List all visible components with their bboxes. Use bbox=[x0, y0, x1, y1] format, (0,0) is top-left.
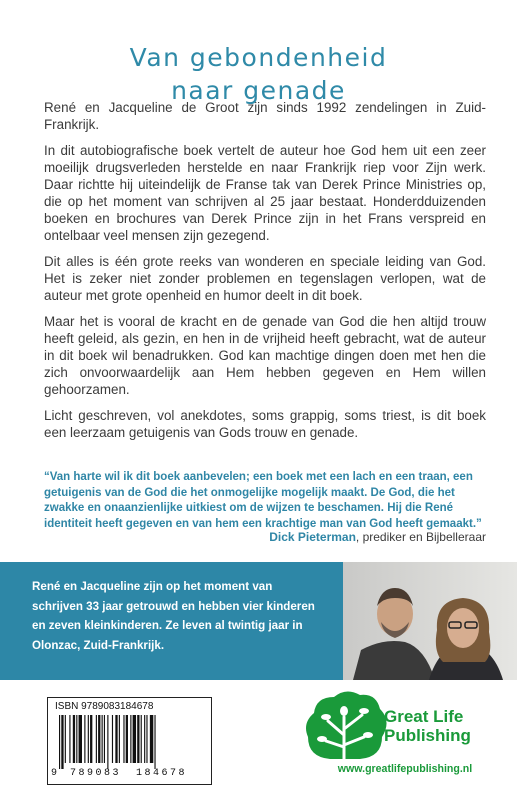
barcode-bar bbox=[90, 715, 92, 763]
book-title-line-1: Van gebondenheid bbox=[129, 42, 388, 72]
endorsement-attribution bbox=[269, 530, 486, 544]
barcode-bar bbox=[59, 715, 60, 769]
barcode-bar bbox=[102, 715, 103, 763]
endorser-role: , prediker en Bijbelleraar bbox=[355, 530, 486, 544]
publisher-name bbox=[384, 707, 471, 745]
endorser-name: Dick Pieterman bbox=[269, 530, 356, 544]
barcode-bar bbox=[107, 715, 108, 769]
barcode-bar bbox=[112, 715, 113, 763]
barcode-bar bbox=[144, 715, 145, 763]
barcode-bar bbox=[96, 715, 97, 763]
barcode-bar bbox=[130, 715, 131, 763]
blurb-paragraph: René en Jacqueline de Groot zijn sinds 1992 zendelingen in Zuid-Frankrijk. bbox=[44, 100, 486, 132]
barcode-bar bbox=[61, 715, 63, 769]
barcode-bar bbox=[154, 715, 155, 769]
barcode-bar bbox=[123, 715, 124, 763]
barcode-bar bbox=[73, 715, 75, 763]
barcode-bar bbox=[65, 715, 66, 763]
barcode-digit-first: 9 bbox=[51, 768, 58, 779]
publisher-name-line-2: Publishing bbox=[384, 726, 471, 745]
barcode-bar bbox=[146, 715, 147, 763]
author-photo-image bbox=[343, 562, 517, 680]
barcode-digits-left: 789083 bbox=[70, 768, 122, 779]
barcode-bar bbox=[98, 715, 100, 763]
book-title bbox=[0, 41, 517, 107]
blurb-paragraph: In dit autobiografische boek vertelt de auteur hoe God hem uit een zeer moeilijk drugsverleden herstelde en naar Frankrijk riep voor Zijn werk. Daar richtte hij uiteindelijk de Franse tak van Derek Prince Ministries op, die op het moment van schrijven al 25 jaar bestaat. Honderdduizenden boeken en brochures van Derek Prince zijn in het Frans verspreid en ontelbaar veel mensen zijn gezegend. bbox=[44, 143, 486, 243]
barcode-bar bbox=[69, 715, 70, 763]
barcode-bar bbox=[133, 715, 136, 763]
endorsement-quote: “Van harte wil ik dit boek aanbevelen; een boek met een lach en een traan, een getuigenis van de God die het onmogelijke mogelijk maakt. De God, die het zwakke en onaanzienlijke uitkiest om de wijzen te beschamen. Hij die René identiteit heeft gegeven en van hem een krachtige man van God heeft gemaakt.” bbox=[44, 471, 482, 530]
barcode-bar bbox=[76, 715, 77, 763]
publisher-url: www.greatlifepublishing.nl bbox=[337, 763, 473, 775]
barcode-bar bbox=[137, 715, 139, 763]
isbn-label: ISBN 9789083184678 bbox=[55, 701, 154, 712]
author-photo bbox=[343, 562, 517, 680]
barcode-bar bbox=[126, 715, 128, 763]
publisher-name-line-1: Great Life bbox=[384, 707, 464, 726]
book-title-line-2: naar genade bbox=[171, 75, 346, 105]
barcode-bar bbox=[119, 715, 120, 763]
barcode-bar bbox=[104, 715, 105, 763]
blurb-paragraph: Licht geschreven, vol anekdotes, soms grappig, soms triest, is dit boek een leerzaam getuigenis van Gods trouw en genade. bbox=[44, 408, 486, 440]
barcode-bar bbox=[79, 715, 82, 763]
barcode-bar bbox=[115, 715, 117, 763]
barcode-bar bbox=[84, 715, 85, 763]
blurb-body bbox=[44, 99, 486, 450]
barcode-bar bbox=[88, 715, 89, 763]
blurb-paragraph: Dit alles is één grote reeks van wonderen en speciale leiding van God. Het is zeker niet zonder problemen en tegenslagen verlopen, wat de auteur met grote openheid en humor deelt in dit boek. bbox=[44, 254, 486, 303]
barcode-bars bbox=[59, 715, 199, 769]
barcode-bar bbox=[141, 715, 142, 763]
blurb-paragraph: Maar het is vooral de kracht en de genade van God die hen altijd trouw heeft geleid, als gezin, en hen in de vrijheid heeft gebracht, wat de auteur in dit boek wil benadrukken. God kan machtige dingen doen met hen die zich onvoorwaardelijk aan Hem hebben gegeven en Hem willen gehoorzamen. bbox=[44, 314, 486, 397]
barcode-digits-right: 184678 bbox=[136, 768, 188, 779]
barcode-bar bbox=[150, 715, 153, 763]
author-bio: René en Jacqueline zijn op het moment van schrijven 33 jaar getrouwd en hebben vier kinderen en zeven kleinkinderen. Ze leven al twintig jaar in Olonzac, Zuid-Frankrijk. bbox=[32, 580, 315, 652]
